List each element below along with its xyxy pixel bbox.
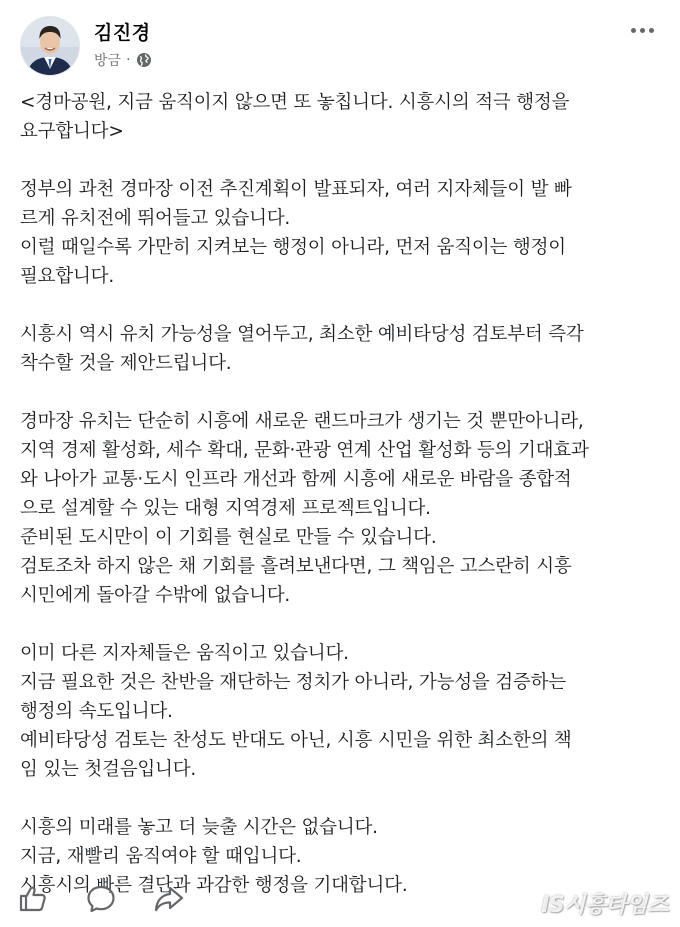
text-line: 지금 필요한 것은 찬반을 재단하는 정치가 아니라, 가능성을 검증하는	[20, 672, 566, 693]
globe-icon[interactable]	[136, 52, 152, 68]
text-line: 지금, 재빨리 움직여야 할 때입니다.	[20, 846, 302, 867]
text-line: 시흥시의 빠른 결단과 과감한 행정을 기대합니다.	[20, 875, 408, 896]
paragraph-2	[20, 320, 665, 378]
watermark: IS시흥타임즈	[541, 893, 668, 918]
text-line: 이럴 때일수록 가만히 지켜보는 행정이 아니라, 먼저 움직이는 행정이	[20, 237, 566, 258]
share-icon	[152, 882, 186, 916]
avatar[interactable]	[20, 16, 80, 76]
comment-icon	[84, 882, 118, 916]
text-line: 이미 다른 지자체들은 움직이고 있습니다.	[20, 643, 349, 664]
text-line: 검토조차 하지 않은 채 기회를 흘려보낸다면, 그 책임은 고스란히 시흥	[20, 556, 572, 577]
paragraph-4	[20, 639, 665, 784]
paragraph-3	[20, 407, 665, 610]
text-line: 지역 경제 활성화, 세수 확대, 문화·관광 연계 산업 활성화 등의 기대효과	[20, 440, 589, 461]
text-line: 임 있는 첫걸음입니다.	[20, 759, 197, 780]
text-line: 정부의 과천 경마장 이전 추진계획이 발표되자, 여러 지자체들이 발 빠	[20, 179, 572, 200]
post-header	[0, 0, 680, 90]
post-time[interactable]: 방금	[94, 53, 122, 69]
text-line: 요구합니다>	[20, 121, 124, 142]
share-button[interactable]	[152, 882, 186, 916]
post-title	[20, 88, 665, 146]
text-line: 시민에게 돌아갈 수밖에 없습니다.	[20, 585, 291, 606]
text-line: 행정의 속도입니다.	[20, 701, 173, 722]
text-line: 시흥의 미래를 놓고 더 늦출 시간은 없습니다.	[20, 817, 378, 838]
profile-photo-icon	[21, 17, 79, 75]
like-button[interactable]	[16, 882, 50, 916]
text-line: 경마장 유치는 단순히 시흥에 새로운 랜드마크가 생기는 것 뿐만아니라,	[20, 411, 584, 432]
text-line: 예비타당성 검토는 찬성도 반대도 아닌, 시흥 시민을 위한 최소한의 책	[20, 730, 572, 751]
meta-separator: ·	[126, 52, 131, 68]
text-line: 으로 설계할 수 있는 대형 지역경제 프로젝트입니다.	[20, 498, 431, 519]
text-line: 준비된 도시만이 이 기회를 현실로 만들 수 있습니다.	[20, 527, 437, 548]
author-name[interactable]: 김진경	[94, 22, 151, 44]
comment-button[interactable]	[84, 882, 118, 916]
paragraph-1	[20, 175, 665, 291]
text-line: 필요합니다.	[20, 266, 115, 287]
post-content	[20, 88, 665, 900]
post-meta	[94, 50, 152, 70]
more-options-icon[interactable]	[626, 20, 658, 40]
text-line: 착수할 것을 제안드립니다.	[20, 353, 232, 374]
text-line: <경마공원, 지금 움직이지 않으면 또 놓칩니다. 시흥시의 적극 행정을	[20, 92, 570, 113]
thumbs-up-icon	[16, 882, 50, 916]
text-line: 와 나아가 교통·도시 인프라 개선과 함께 시흥에 새로운 바람을 종합적	[20, 469, 572, 490]
text-line: 르게 유치전에 뛰어들고 있습니다.	[20, 208, 291, 229]
text-line: 시흥시 역시 유치 가능성을 열어두고, 최소한 예비타당성 검토부터 즉각	[20, 324, 584, 345]
